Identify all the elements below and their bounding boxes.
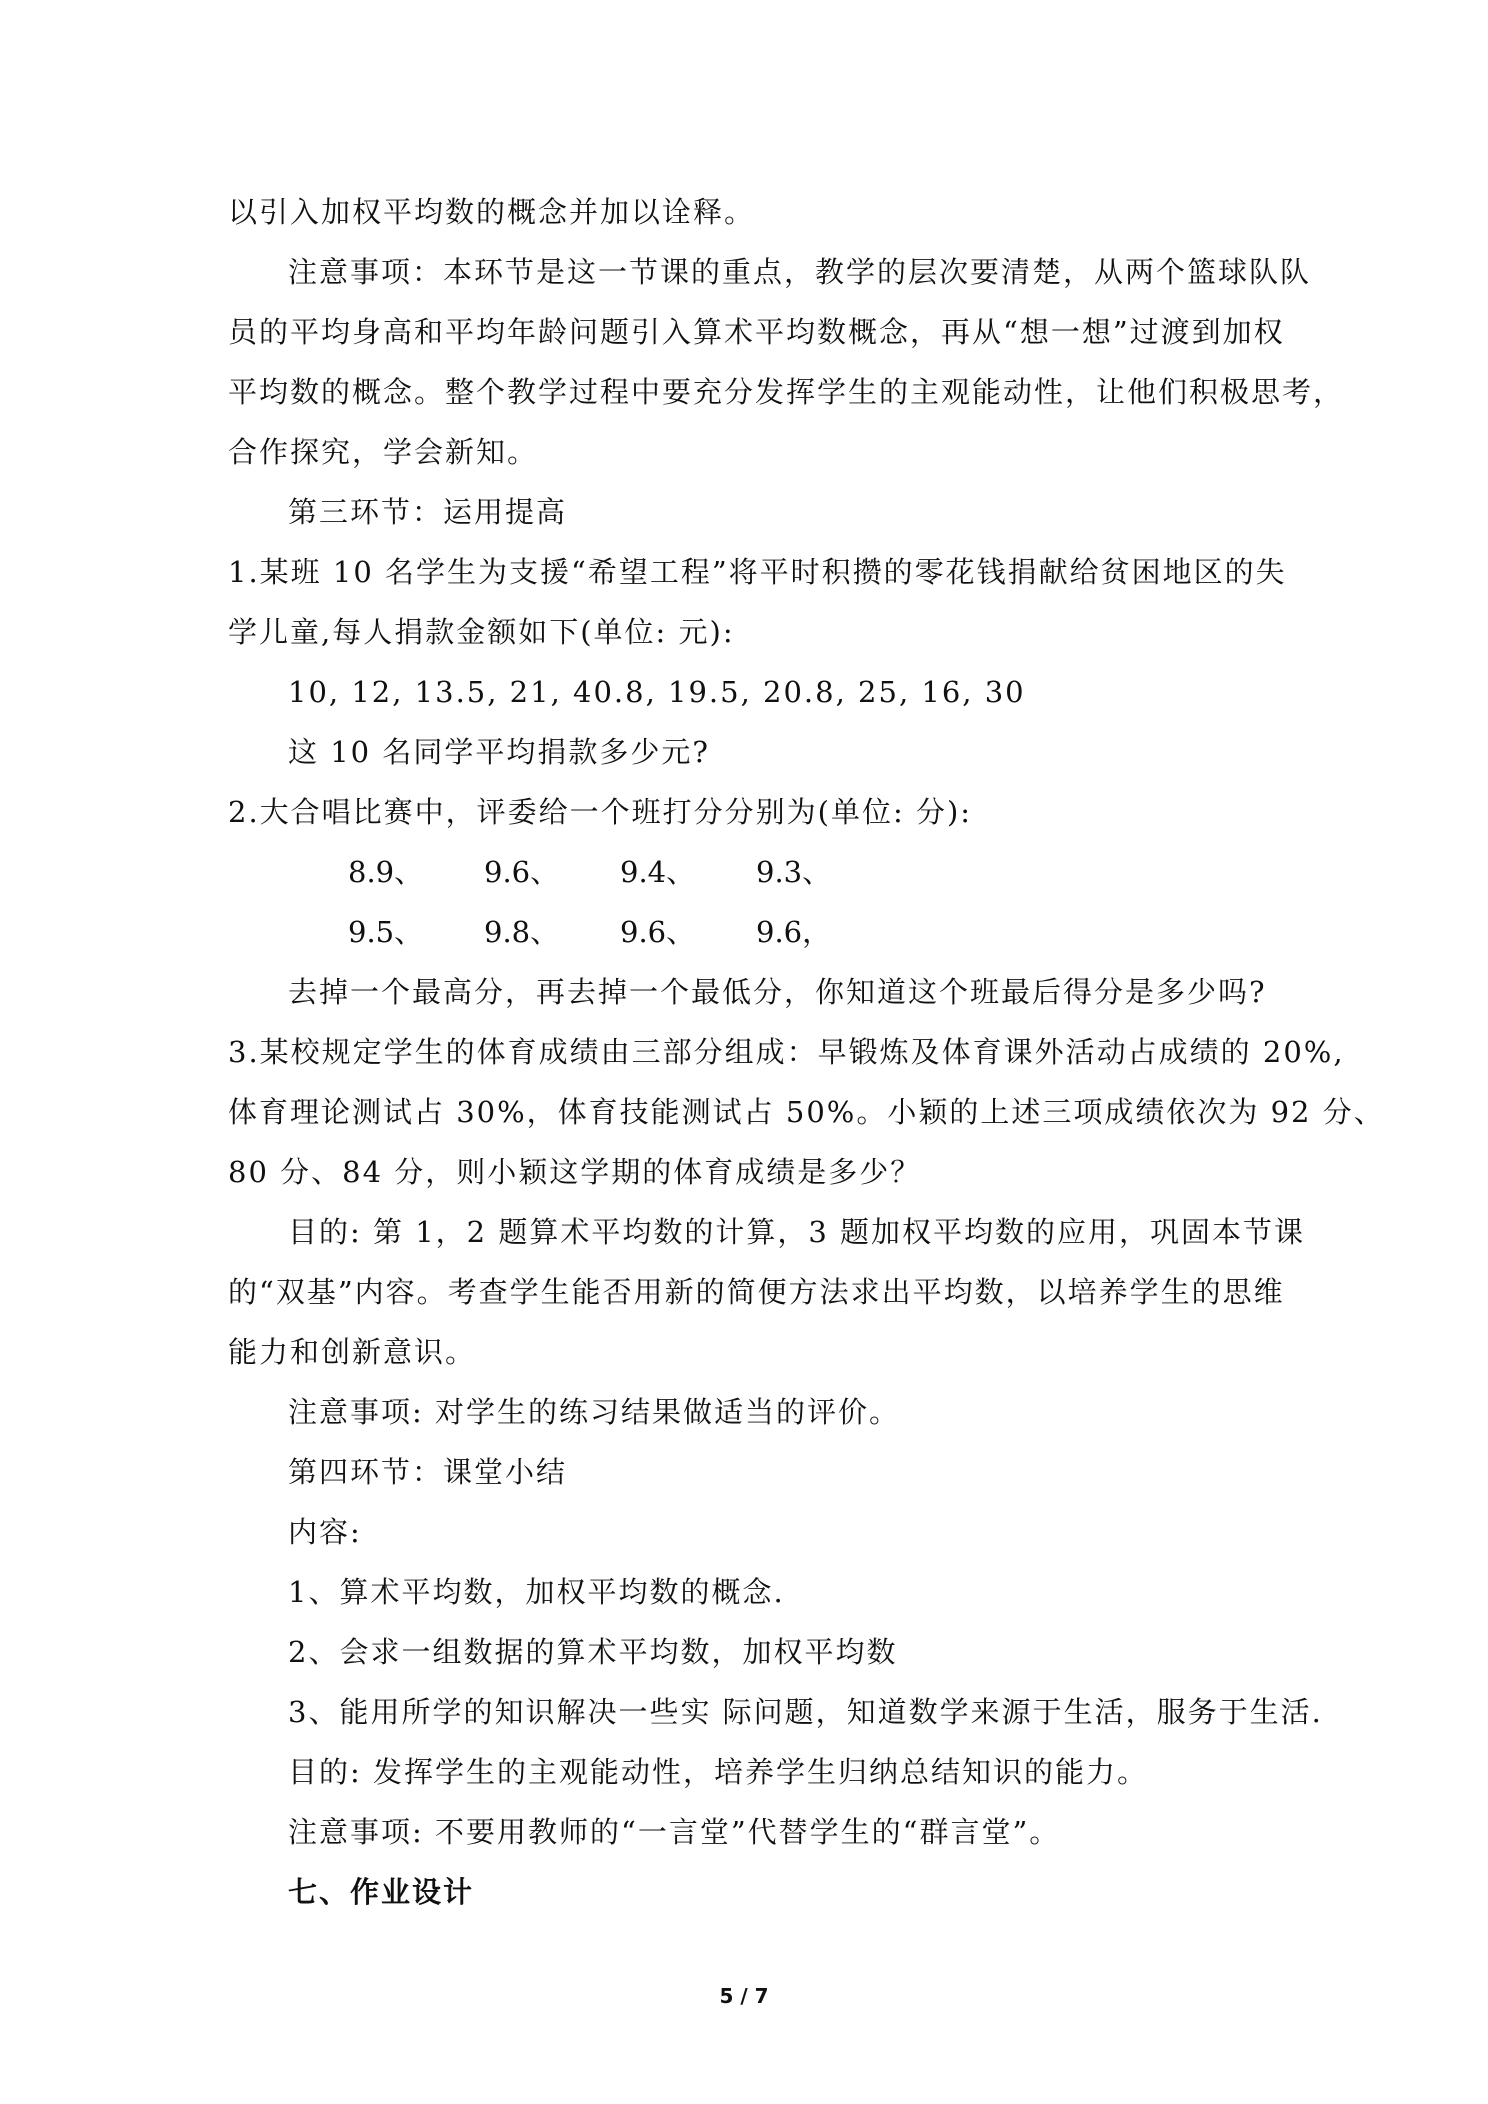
score-value: 9.4、 (620, 855, 696, 889)
question-3-line: 体育理论测试占 30%，体育技能测试占 50%。小颖的上述三项成绩依次为 92 分、 (228, 1095, 1385, 1129)
section-heading-homework: 七、作业设计 (288, 1875, 475, 1909)
paragraph-line: 目的: 发挥学生的主观能动性，培养学生归纳总结知识的能力。 (288, 1755, 1148, 1789)
paragraph-line: 注意事项: 对学生的练习结果做适当的评价。 (288, 1395, 900, 1429)
question-2-line: 去掉一个最高分，再去掉一个最低分，你知道这个班最后得分是多少吗? (288, 975, 1267, 1009)
paragraph-line: 合作探究，学会新知。 (228, 435, 539, 469)
score-value: 8.9、 (348, 855, 424, 889)
score-value: 9.6、 (620, 915, 696, 949)
paragraph-line: 的“双基”内容。考查学生能否用新的简便方法求出平均数，以培养学生的思维 (228, 1275, 1285, 1309)
paragraph-line: 能力和创新意识。 (228, 1335, 477, 1369)
paragraph-line: 员的平均身高和平均年龄问题引入算术平均数概念，再从“想一想”过渡到加权 (228, 315, 1285, 349)
score-value: 9.6、 (484, 855, 560, 889)
paragraph-line: 注意事项: 不要用教师的“一言堂”代替学生的“群言堂”。 (288, 1815, 1061, 1849)
summary-item: 2、会求一组数据的算术平均数，加权平均数 (288, 1635, 898, 1669)
paragraph-line: 平均数的概念。整个教学过程中要充分发挥学生的主观能动性，让他们积极思考， (228, 375, 1345, 409)
section-heading: 第三环节：运用提高 (288, 495, 568, 529)
paragraph-line: 目的: 第 1，2 题算术平均数的计算，3 题加权平均数的应用，巩固本节课 (288, 1215, 1305, 1249)
summary-item: 1、算术平均数，加权平均数的概念. (288, 1575, 785, 1609)
summary-item: 3、能用所学的知识解决一些实 际问题，知道数学来源于生活，服务于生活. (288, 1695, 1323, 1729)
scores-row (348, 852, 892, 892)
score-value: 9.6， (756, 915, 832, 949)
score-value: 9.5、 (348, 915, 424, 949)
scores-row (348, 912, 892, 952)
question-3-line: 3.某校规定学生的体育成绩由三部分组成：早锻炼及体育课外活动占成绩的 20%, (228, 1035, 1345, 1069)
question-1-line: 1.某班 10 名学生为支援“希望工程”将平时积攒的零花钱捐献给贫困地区的失 (228, 555, 1287, 589)
question-1-line: 这 10 名同学平均捐款多少元? (288, 735, 710, 769)
paragraph-line: 内容: (288, 1515, 362, 1549)
donation-values: 10, 12, 13.5, 21, 40.8, 19.5, 20.8, 25, 16, 30 (288, 675, 1026, 709)
paragraph-line: 以引入加权平均数的概念并加以诠释。 (228, 195, 756, 229)
paragraph-line: 注意事项：本环节是这一节课的重点，教学的层次要清楚，从两个篮球队队 (288, 255, 1312, 289)
score-value: 9.3、 (756, 855, 832, 889)
question-2-line: 2.大合唱比赛中，评委给一个班打分分别为(单位: 分): (228, 795, 973, 829)
page-number: 5 / 7 (719, 1984, 769, 2008)
score-value: 9.8、 (484, 915, 560, 949)
question-1-line: 学儿童,每人捐款金额如下(单位: 元): (228, 615, 735, 649)
section-heading: 第四环节：课堂小结 (288, 1455, 568, 1489)
question-3-line: 80 分、84 分，则小颖这学期的体育成绩是多少？ (228, 1155, 922, 1189)
